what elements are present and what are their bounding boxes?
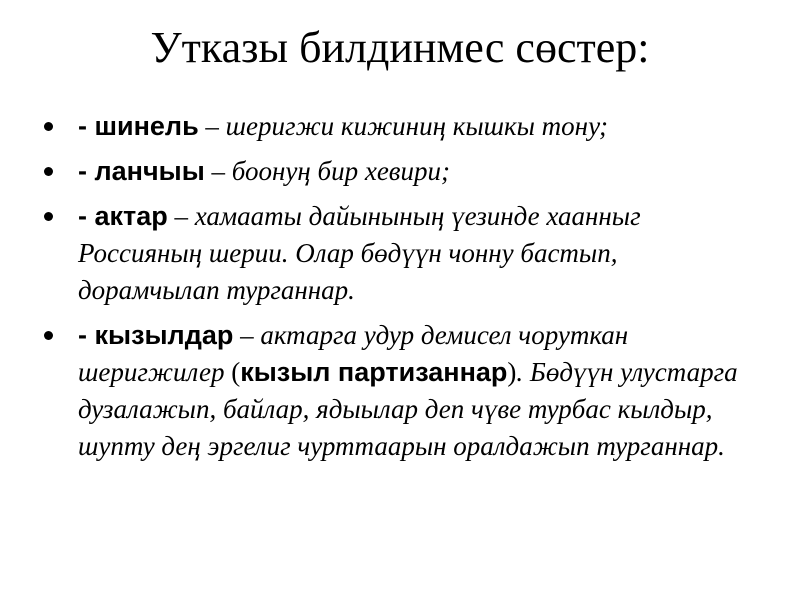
paren-open: ( <box>231 357 241 387</box>
separator: – <box>167 201 195 231</box>
bullet-item-kyzyldar <box>40 317 760 465</box>
definition: шеригжи кижиниң кышкы тону; <box>225 111 609 141</box>
term: - ланчыы <box>78 156 205 186</box>
term: - актар <box>78 201 168 231</box>
bullet-list <box>40 108 760 473</box>
definition-part-a: актарга удур демисел чоруткан шеригжилер <box>78 320 629 387</box>
separator: – <box>233 320 261 350</box>
definition: боонуң бир хевири; <box>231 156 451 186</box>
slide-title: Утказы билдинмес сөстер: <box>150 23 650 72</box>
bullet-dot-icon <box>44 212 53 221</box>
bullet-item-aktar <box>40 198 760 309</box>
bullet-dot-icon <box>44 167 53 176</box>
term: - кызылдар <box>78 320 234 350</box>
bullet-dot-icon <box>44 331 53 340</box>
bullet-item-lanchyy <box>40 153 760 190</box>
term: - шинель <box>78 111 199 141</box>
bullet-item-shinel <box>40 108 760 145</box>
separator: – <box>198 111 226 141</box>
separator: – <box>204 156 232 186</box>
bold-inner-term: кызыл партизаннар <box>240 357 508 387</box>
bullet-dot-icon <box>44 122 53 131</box>
paren-close: ) <box>507 357 517 387</box>
definition-part-b: . Бөдүүн улустарга дузалажып, байлар, ядыылар деп чүве турбас кылдыр, шупту деӊ эргелиг чурттаарын оралдажып турганнар. <box>78 357 738 461</box>
definition: хамааты дайынының үезинде хаанныг Россияның шерии. Олар бөдүүн чонну бастып, дорамчылап турганнар. <box>78 201 641 305</box>
